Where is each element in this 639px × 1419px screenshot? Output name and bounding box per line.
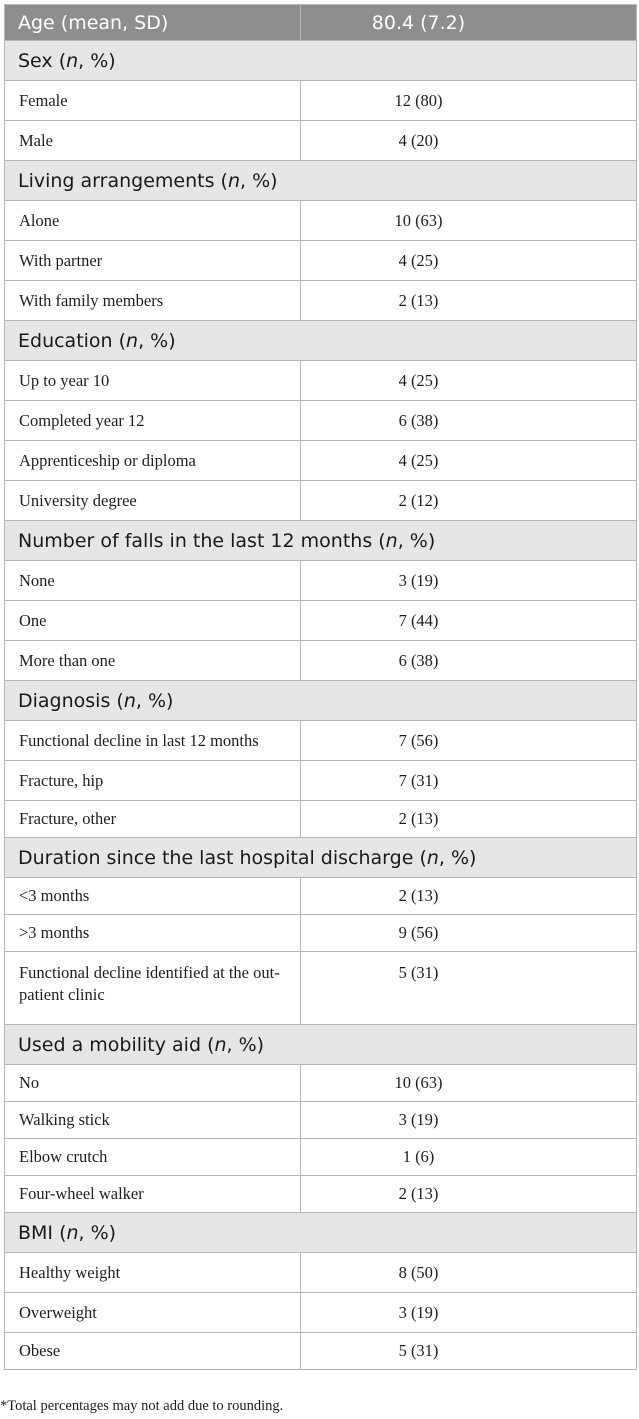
- demographics-table: [4, 4, 637, 1370]
- table-row: [5, 241, 637, 281]
- row-value: 8 (50): [301, 1253, 637, 1293]
- row-label: One: [5, 601, 301, 641]
- row-label: Functional decline identified at the out-patient clinic: [5, 952, 301, 1025]
- suffix-open: (: [214, 169, 228, 192]
- section-title: Used a mobility aid: [18, 1033, 202, 1056]
- suffix-rest: , %): [397, 529, 436, 552]
- row-label: Obese: [5, 1333, 301, 1370]
- row-label: With family members: [5, 281, 301, 321]
- suffix-n: n: [126, 329, 139, 352]
- row-value: 12 (80): [301, 81, 637, 121]
- row-value: 4 (25): [301, 441, 637, 481]
- table-row: [5, 915, 637, 952]
- table-header-row: [5, 5, 637, 41]
- table-row: [5, 1065, 637, 1102]
- section-title: Living arrangements: [18, 169, 215, 192]
- table-row: [5, 601, 637, 641]
- suffix-rest: , %): [438, 846, 477, 869]
- section-title: Sex: [18, 49, 53, 72]
- row-value: 2 (13): [301, 878, 637, 915]
- row-value: 2 (13): [301, 1176, 637, 1213]
- suffix-open: (: [372, 529, 386, 552]
- table-row: [5, 1139, 637, 1176]
- table-row: [5, 878, 637, 915]
- section-header-mobility-aid: [5, 1025, 637, 1065]
- table-row: [5, 801, 637, 838]
- row-label: Alone: [5, 201, 301, 241]
- suffix-open: (: [52, 49, 67, 72]
- suffix-rest: , %): [240, 169, 278, 192]
- demographics-table-container: [4, 4, 636, 1370]
- row-value: 3 (19): [301, 1102, 637, 1139]
- age-value: 80.4 (7.2): [301, 5, 637, 41]
- section-header-living-arrangements: [5, 161, 637, 201]
- row-label: Completed year 12: [5, 401, 301, 441]
- section-title: Diagnosis: [18, 689, 111, 712]
- row-value: 3 (19): [301, 1293, 637, 1333]
- table-row: [5, 561, 637, 601]
- suffix-n: n: [426, 846, 439, 869]
- suffix-rest: , %): [226, 1033, 265, 1056]
- row-value: 3 (19): [301, 561, 637, 601]
- row-value: 10 (63): [301, 1065, 637, 1102]
- row-value: 1 (6): [301, 1139, 637, 1176]
- suffix-open: (: [413, 846, 427, 869]
- section-header-bmi: [5, 1213, 637, 1253]
- table-row: [5, 1176, 637, 1213]
- section-title: Number of falls in the last 12 months: [18, 529, 373, 552]
- section-title: Education: [18, 329, 113, 352]
- table-row: [5, 81, 637, 121]
- row-value: 6 (38): [301, 641, 637, 681]
- table-row: [5, 121, 637, 161]
- table-row: [5, 281, 637, 321]
- section-title: BMI: [18, 1221, 54, 1244]
- suffix-open: (: [112, 329, 127, 352]
- table-row: [5, 401, 637, 441]
- row-label: Four-wheel walker: [5, 1176, 301, 1213]
- row-label: Elbow crutch: [5, 1139, 301, 1176]
- section-header-education: [5, 321, 637, 361]
- row-label: <3 months: [5, 878, 301, 915]
- row-label: Apprenticeship or diploma: [5, 441, 301, 481]
- section-header-discharge-duration: [5, 838, 637, 878]
- suffix-n: n: [214, 1033, 227, 1056]
- suffix-n: n: [227, 169, 240, 192]
- table-row: [5, 201, 637, 241]
- suffix-open: (: [201, 1033, 215, 1056]
- row-label: With partner: [5, 241, 301, 281]
- row-label: None: [5, 561, 301, 601]
- row-value: 2 (13): [301, 281, 637, 321]
- suffix-n: n: [385, 529, 398, 552]
- row-label: University degree: [5, 481, 301, 521]
- table-row: [5, 721, 637, 761]
- table-footnote: *Total percentages may not add due to rounding.: [0, 1398, 284, 1414]
- age-label: Age (mean, SD): [5, 5, 301, 41]
- row-value: 6 (38): [301, 401, 637, 441]
- suffix-n: n: [66, 1221, 79, 1244]
- row-label: Walking stick: [5, 1102, 301, 1139]
- table-row: [5, 361, 637, 401]
- section-title: Duration since the last hospital discharge: [18, 846, 414, 869]
- suffix-open: (: [110, 689, 124, 712]
- row-value: 2 (13): [301, 801, 637, 838]
- row-label: Overweight: [5, 1293, 301, 1333]
- row-value: 9 (56): [301, 915, 637, 952]
- table-row: [5, 481, 637, 521]
- row-value: 7 (31): [301, 761, 637, 801]
- table-row: [5, 1102, 637, 1139]
- row-label: Fracture, other: [5, 801, 301, 838]
- row-label: Female: [5, 81, 301, 121]
- suffix-rest: , %): [138, 329, 176, 352]
- suffix-rest: , %): [78, 49, 116, 72]
- suffix-rest: , %): [135, 689, 174, 712]
- row-value: 4 (20): [301, 121, 637, 161]
- table-row: [5, 441, 637, 481]
- table-row: [5, 1293, 637, 1333]
- row-label: >3 months: [5, 915, 301, 952]
- table-row: [5, 761, 637, 801]
- row-label: No: [5, 1065, 301, 1102]
- row-value: 10 (63): [301, 201, 637, 241]
- suffix-n: n: [66, 49, 79, 72]
- table-row: [5, 641, 637, 681]
- suffix-rest: , %): [78, 1221, 117, 1244]
- suffix-open: (: [53, 1221, 67, 1244]
- row-label: Healthy weight: [5, 1253, 301, 1293]
- row-label: Fracture, hip: [5, 761, 301, 801]
- row-label: More than one: [5, 641, 301, 681]
- table-row: [5, 952, 637, 1025]
- row-value: 2 (12): [301, 481, 637, 521]
- row-value: 7 (44): [301, 601, 637, 641]
- suffix-n: n: [123, 689, 136, 712]
- section-header-sex: [5, 41, 637, 81]
- section-header-falls: [5, 521, 637, 561]
- table-row: [5, 1253, 637, 1293]
- row-label: Functional decline in last 12 months: [5, 721, 301, 761]
- row-value: 4 (25): [301, 241, 637, 281]
- row-label: Male: [5, 121, 301, 161]
- row-label: Up to year 10: [5, 361, 301, 401]
- row-value: 7 (56): [301, 721, 637, 761]
- section-header-diagnosis: [5, 681, 637, 721]
- row-value: 5 (31): [301, 1333, 637, 1370]
- table-row: [5, 1333, 637, 1370]
- row-value: 4 (25): [301, 361, 637, 401]
- row-value: 5 (31): [301, 952, 637, 1025]
